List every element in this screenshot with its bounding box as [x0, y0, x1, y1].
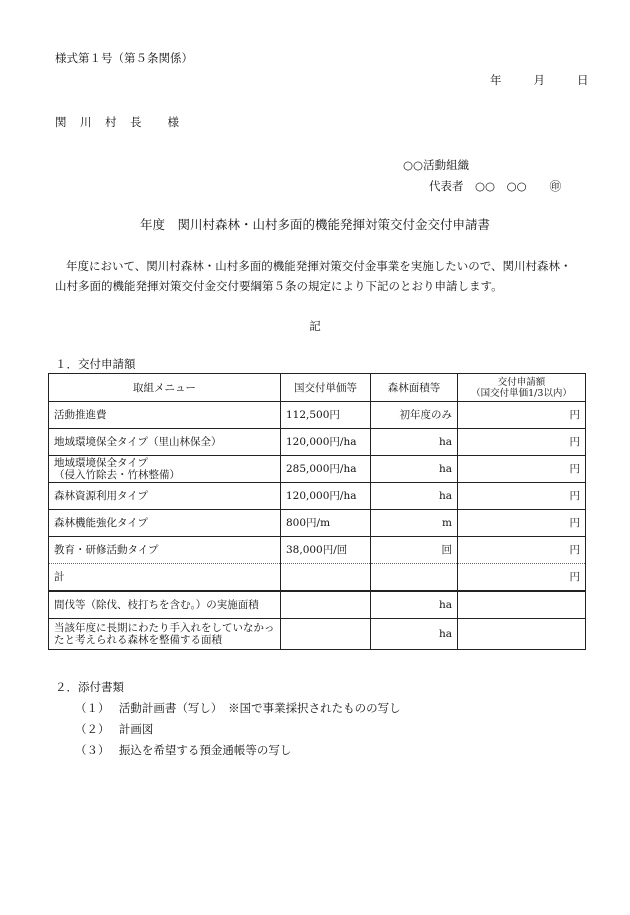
row-menu-total: 計 [49, 564, 281, 592]
attachment-item: （２） 計画図 [75, 722, 154, 736]
row-unit-price-total [281, 564, 371, 592]
extra-row-menu: 当該年度に長期にわたり手入れをしていなかったと考えられる森林を整備する面積 [49, 619, 281, 650]
header-area: 森林面積等 [371, 374, 458, 402]
row-area: 回 [371, 537, 458, 564]
table-extra-row [49, 619, 586, 650]
row-unit-price: 120,000円/ha [281, 483, 371, 510]
extra-row-blank [281, 619, 371, 650]
table-row [49, 510, 586, 537]
extra-row-blank [281, 591, 371, 619]
row-menu: 地域環境保全タイプ （侵入竹除去・竹林整備） [49, 456, 281, 483]
date-line [490, 72, 589, 88]
table-total-row [49, 564, 586, 592]
application-body-text: 年度において、関川村森林・山村多面的機能発揮対策交付金事業を実施したいので、関川村森林・山村多面的機能発揮対策交付金交付要綱第５条の規定により下記のとおり申請します。 [55, 259, 572, 293]
grant-application-table [48, 373, 586, 650]
row-amount: 円 [458, 429, 586, 456]
extra-row-blank [458, 619, 586, 650]
row-area-total [371, 564, 458, 592]
row-unit-price: 285,000円/ha [281, 456, 371, 483]
table-row [49, 429, 586, 456]
section1-heading: １．交付申請額 [55, 357, 136, 371]
extra-row-blank [458, 591, 586, 619]
date-day: 日 [577, 73, 589, 87]
organization-name: ○○活動組織 [403, 158, 470, 172]
row-menu: 森林資源利用タイプ [49, 483, 281, 510]
date-year: 年 [490, 73, 502, 87]
ki-mark: 記 [309, 319, 321, 333]
table-row [49, 537, 586, 564]
row-menu: 活動推進費 [49, 402, 281, 429]
row-amount: 円 [458, 456, 586, 483]
table-extra-row [49, 591, 586, 619]
row-area: 初年度のみ [371, 402, 458, 429]
table-row [49, 402, 586, 429]
row-area: ha [371, 429, 458, 456]
extra-row-area: ha [371, 619, 458, 650]
row-menu: 地域環境保全タイプ（里山林保全） [49, 429, 281, 456]
header-amount-label: 交付申請額 [497, 376, 546, 388]
table-row [49, 483, 586, 510]
row-unit-price: 800円/m [281, 510, 371, 537]
date-month: 月 [533, 73, 545, 87]
row-amount: 円 [458, 402, 586, 429]
header-unit-price: 国交付単価等 [281, 374, 371, 402]
header-amount-note: （国交付単価1/3以内） [471, 387, 572, 399]
extra-row-area: ha [371, 591, 458, 619]
row-amount: 円 [458, 510, 586, 537]
document-title: 年度 関川村森林・山村多面的機能発揮対策交付金交付申請書 [139, 217, 490, 232]
row-amount: 円 [458, 537, 586, 564]
form-number: 様式第１号（第５条関係） [55, 51, 193, 65]
row-menu: 森林機能強化タイプ [49, 510, 281, 537]
section2-heading: ２．添付書類 [55, 680, 124, 694]
row-area: m [371, 510, 458, 537]
table-row [49, 456, 586, 483]
extra-row-menu: 間伐等（除伐、枝打ちを含む。）の実施面積 [49, 591, 281, 619]
header-amount [458, 374, 586, 402]
row-unit-price: 120,000円/ha [281, 429, 371, 456]
row-area: ha [371, 483, 458, 510]
table-header-row [49, 374, 586, 402]
row-area: ha [371, 456, 458, 483]
row-amount: 円 [458, 483, 586, 510]
addressee: 関 川 村 長 様 [55, 115, 180, 129]
row-amount-total: 円 [458, 564, 586, 592]
row-menu: 教育・研修活動タイプ [49, 537, 281, 564]
attachment-item: （３） 振込を希望する預金通帳等の写し [75, 743, 292, 757]
representative: 代表者 ○○ ○○ ㊞ [429, 179, 562, 193]
header-menu: 取組メニュー [49, 374, 281, 402]
row-unit-price: 38,000円/回 [281, 537, 371, 564]
row-unit-price: 112,500円 [281, 402, 371, 429]
attachment-item: （１） 活動計画書（写し） ※国で事業採択されたものの写し [75, 701, 401, 715]
